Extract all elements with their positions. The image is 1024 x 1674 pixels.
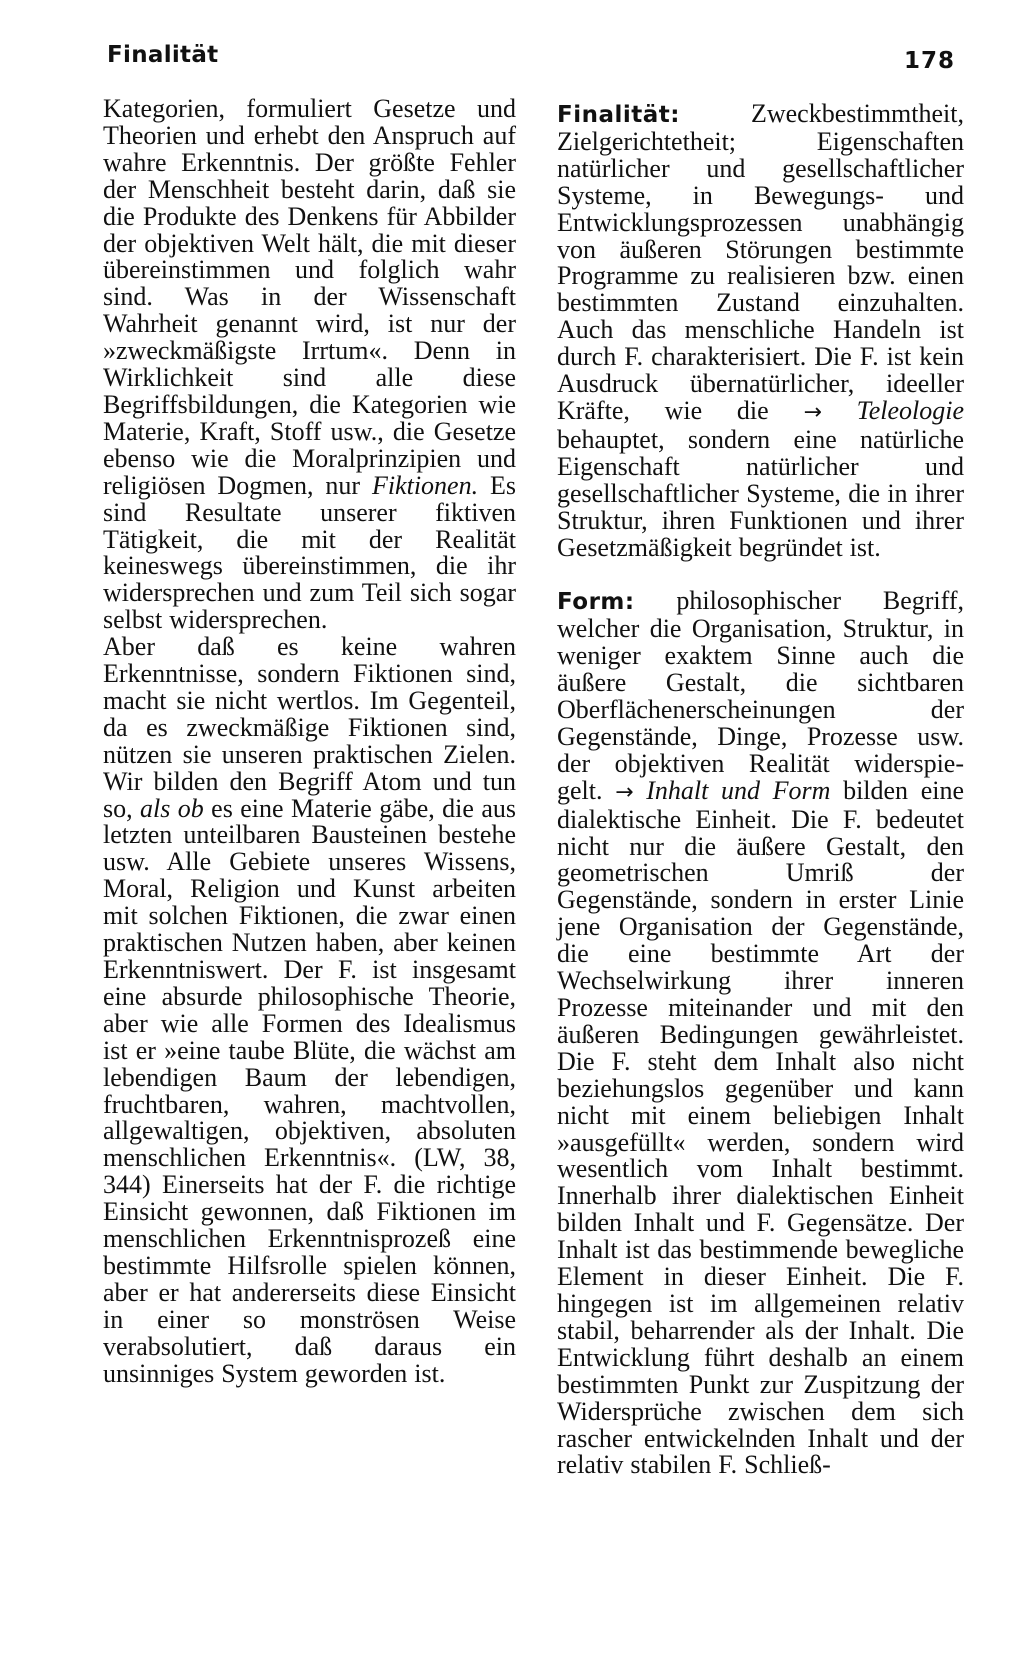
running-head: Finalität	[107, 42, 219, 68]
entry-form-text-b: dialektische Einheit. Die F. bedeutet nicht nur die äußere Gestalt, den geometrischen Umriß der Gegenstände, sondern in erster Linie jene Organisation der Gegenstände, die eine bestimmte Art der Wechselwirkung ihrer inneren Prozesse miteinander und mit den äußeren Bedingungen gewährleistet. Die F. steht dem Inhalt also nicht beziehungslos gegenüber und kann nicht mit einem beliebigen Inhalt »ausgefüllt« werden, sondern wird wesentlich vom Inhalt bestimmt. Innerhalb ihrer dialektischen Einheit bilden Inhalt und F. Gegensätze. Der Inhalt ist das bestimmende bewegliche Element in dieser Einheit. Die F. hingegen ist im allgemeinen relativ stabil, beharrender als der Inhalt. Die Entwicklung führt deshalb an einem bestimmten Punkt zur Zuspitzung der Widersprüche zwischen dem sich rascher entwickelnden Inhalt und der relativ stabilen F. Schließ-	[557, 804, 964, 1480]
fiktionen-italic: Fiktionen.	[371, 470, 479, 500]
left-p1-after-italic: Es sind Resultate unserer	[103, 470, 516, 527]
entry-finalitaet-text-b: eine natürliche Eigenschaft natürlicher und gesellschaftlicher Systeme, die in ihrer Struktur, ihren Funktionen und ihrer Gesetzmäßigkeit begründet ist.	[557, 424, 964, 562]
inhalt-und-form-link[interactable]: Inhalt und Form	[646, 775, 831, 805]
entry-finalitaet-after-ref: behauptet, sondern	[557, 424, 771, 454]
entry-form-before-ref: gelt.	[557, 775, 616, 805]
entry-form-after-ref: bilden eine	[830, 775, 965, 805]
entry-finalitaet-first: Zweckbestimmtheit,	[679, 99, 964, 128]
entry-form-headword: Form:	[557, 589, 635, 616]
left-paragraph-1	[103, 96, 516, 634]
teleologie-link[interactable]: Teleologie	[856, 395, 965, 425]
left-p1-text-a: Kategorien, formuliert Gesetze und Theorien und erhebt den Anspruch auf wahre Erkenntnis. Der größte Fehler der Menschheit besteht darin, daß sie die Produkte des Denkens für Abbilder der objektiven Welt hält, die mit dieser übereinstimmen und folglich wahr sind. Was in der Wissenschaft Wahrheit genannt wird, ist nur der »zweckmäßigste Irrtum«. Denn in Wirklichkeit sind alle diese Begriffsbildungen, die Kategorien wie Materie, Kraft, Stoff usw., die Gesetze ebenso wie die Moralprinzipien und religiösen Dogmen, nur	[103, 94, 516, 500]
entry-separator	[557, 561, 964, 588]
left-p2-text-a: Aber daß es keine wahren Erkenntnisse, sondern Fiktionen sind, macht sie nicht wertlos. Im Gegenteil, da es zweckmäßige Fiktionen sind, nützen sie unseren praktischen Zielen. Wir bilden den	[103, 632, 516, 796]
cross-reference-arrow-icon: →	[615, 779, 634, 805]
left-p1-text-b: fiktiven Tätigkeit, die mit der Realität keineswegs übereinstimmen, die ihr widersprechen und zum Teil sich sogar selbst widersprechen.	[103, 497, 517, 635]
entry-finalitaet-headword: Finalität:	[557, 102, 680, 128]
entry-finalitaet	[557, 101, 964, 561]
right-column	[557, 101, 964, 1479]
entry-form	[557, 588, 964, 1479]
left-column	[103, 96, 516, 1388]
left-p2-after-italic: es	[203, 793, 233, 823]
left-p2-text-b: eine Materie gäbe, die aus letzten unteilbaren Bausteinen bestehe usw. Alle Gebiete unseres Wissens, Moral, Religion und Kunst arbeiten mit solchen Fiktionen, die zwar einen praktischen Nutzen haben, aber keinen Erkenntniswert. Der F. ist insgesamt eine absurde philosophische Theorie, aber wie alle Formen des Idealismus ist er »eine taube Blüte, die wächst am lebendigen Baum der lebendigen, fruchtbaren, wahren, machtvollen, allgewaltigen, objektiven, absoluten menschlichen Erkenntnis«. (LW, 38, 344) Einerseits hat der F. die richtige Einsicht gewonnen, daß Fiktionen im menschlichen Erkenntnisprozeß eine bestimmte Hilfsrolle spielen können, aber er hat andererseits diese Einsicht in einer so monströsen Weise verabsolutiert, daß daraus ein unsinniges System geworden ist.	[103, 793, 517, 1388]
entry-finalitaet-text-a: Zielgerichtetheit; Eigenschaften natürlicher und gesellschaftlicher Systeme, in Bewegungs- und Entwicklungsprozessen unabhängig von äußeren Störungen bestimmte Programme zu realisieren bzw. einen bestimmten Zustand einzuhalten. Auch das menschliche Handeln ist durch F. charakterisiert. Die F. ist kein Ausdruck übernatürlicher, ideeller Kräfte, wie die	[557, 126, 964, 425]
cross-reference-arrow-icon: →	[803, 399, 822, 425]
page-number: 178	[904, 48, 956, 74]
left-p2-before-italic: Begriff Atom und tun so,	[103, 766, 516, 823]
left-paragraph-2	[103, 634, 516, 1387]
als-ob-italic: als ob	[140, 793, 204, 823]
entry-form-text-a: welcher die Organisation, Struktur, in weniger exaktem Sinne auch die äußere Gestalt, die sichtbaren Oberflächenerscheinungen der Gegenstände, Dinge, Prozesse usw. der objektiven Realität widerspie-	[557, 614, 964, 778]
entry-form-first: philosophischer Begriff,	[634, 586, 964, 616]
